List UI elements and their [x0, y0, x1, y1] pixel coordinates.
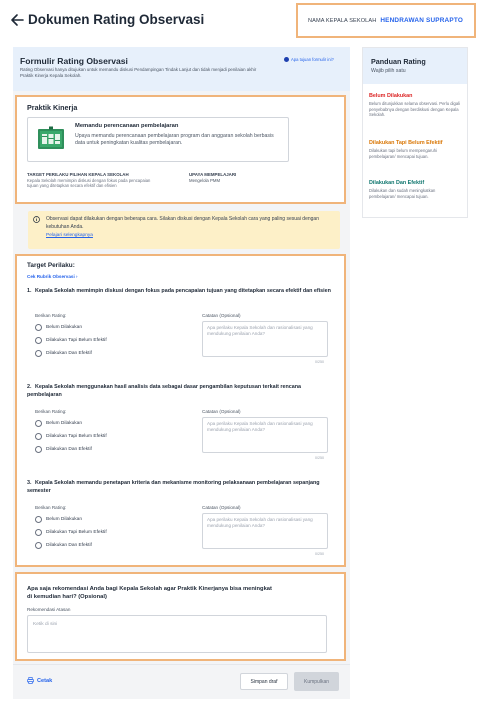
form-header [13, 47, 350, 91]
question-block [27, 384, 337, 481]
principal-label: NAMA KEPALA SEKOLAH [308, 17, 377, 24]
radio-button[interactable] [35, 337, 42, 344]
target-behavior-card [15, 254, 346, 567]
recommendation-question: Apa saja rekomendasi Anda bagi Kepala Sekolah agar Praktik Kinerjanya bisa meningkat di kemudian hari? (Opsional) [27, 586, 272, 600]
principal-info [296, 3, 476, 38]
recommendation-card [15, 572, 346, 661]
guide-item-description: Dilakukan dan sudah meningkatkan pembelajaran/ mencapai tujuan. [369, 188, 436, 199]
radio-button[interactable] [35, 433, 42, 440]
note-textarea[interactable] [202, 417, 328, 453]
target-behavior-title: Target Perilaku: [27, 262, 75, 269]
character-counter: 0/250 [315, 456, 324, 460]
info-icon [33, 216, 40, 223]
question-label: Kepala Sekolah memimpin diskusi dengan fokus pada pencapaian tujuan yang ditetapkan secara efektif dan efisien [35, 288, 331, 294]
page-title: Dokumen Rating Observasi [28, 12, 205, 27]
rating-option-label: Belum Dilakukan [46, 517, 82, 522]
recommendation-textarea[interactable] [27, 615, 327, 653]
question-text [27, 480, 333, 495]
question-block [27, 288, 337, 385]
rating-option-label: Dilakukan Dan Efektif [46, 351, 92, 356]
question-number: 2. [27, 384, 32, 390]
rating-option[interactable] [35, 337, 107, 344]
guide-header [363, 48, 467, 84]
rubric-link-label: Cek Rubrik Observasi [27, 274, 75, 279]
principal-name: HENDRAWAN SUPRAPTO [380, 17, 463, 24]
guide-item-title: Dilakukan Tapi Belum Efektif [369, 140, 443, 146]
target-behavior-value: Kepala Sekolah memimpin diskusi dengan fokus pada pencapaian tujuan yang ditetapkan secara efektif dan efisien [27, 178, 151, 189]
note-label: Catatan (Opsional) [202, 409, 241, 414]
rating-option[interactable] [35, 529, 107, 536]
note-textarea[interactable] [202, 513, 328, 549]
learning-effort-label: UPAYA MEMPELAJARI [189, 172, 237, 177]
rating-option[interactable] [35, 420, 82, 427]
practice-name: Memandu perencanaan pembelajaran [75, 123, 179, 129]
rating-option[interactable] [35, 433, 107, 440]
rating-option-label: Dilakukan Dan Efektif [46, 543, 92, 548]
question-block [27, 480, 337, 577]
note-placeholder: Apa perilaku Kepala Sekolah dan rasionalisasi yang mendukung penilaian Anda? [207, 325, 313, 337]
rating-option-label: Dilakukan Tapi Belum Efektif [46, 338, 107, 343]
rating-option-label: Dilakukan Tapi Belum Efektif [46, 434, 107, 439]
info-notice [28, 211, 340, 249]
question-label: Kepala Sekolah menggunakan hasil analisis data sebagai dasar pengambilan keputusan terkait rencana pembelajaran [27, 384, 302, 398]
rating-option-label: Belum Dilakukan [46, 325, 82, 330]
rating-label: Berikan Rating: [35, 409, 67, 414]
page-header [0, 0, 484, 42]
note-label: Catatan (Opsional) [202, 505, 241, 510]
learn-more-link[interactable]: Pelajari selengkapnya [46, 233, 93, 238]
rating-option-label: Dilakukan Tapi Belum Efektif [46, 530, 107, 535]
guide-item-title: Belum Dilakukan [369, 93, 413, 99]
character-counter: 0/250 [315, 552, 324, 556]
rating-option-label: Belum Dilakukan [46, 421, 82, 426]
rating-label: Berikan Rating: [35, 313, 67, 318]
note-textarea[interactable] [202, 321, 328, 357]
printer-icon [27, 677, 34, 684]
radio-button[interactable] [35, 446, 42, 453]
print-button[interactable] [27, 677, 52, 684]
question-text [27, 288, 333, 296]
radio-button[interactable] [35, 542, 42, 549]
guide-item-description: Dilakukan tapi belum mempengaruhi pembelajaran/ mencapai tujuan. [369, 148, 437, 159]
rating-option[interactable] [35, 324, 82, 331]
rating-label: Berikan Rating: [35, 505, 67, 510]
print-label: Cetak [37, 677, 53, 684]
question-number: 1. [27, 288, 32, 294]
planning-board-icon [37, 126, 65, 152]
question-text [27, 384, 333, 399]
radio-button[interactable] [35, 324, 42, 331]
practice-description: Upaya memandu perencanaan pembelajaran program dan anggaran sekolah berbasis data untuk peningkatan kualitas pembelajaran. [75, 133, 274, 146]
character-counter: 0/250 [315, 360, 324, 364]
recommendation-label: Rekomendasi Atasan [27, 607, 71, 612]
guide-title: Panduan Rating [371, 57, 426, 66]
rating-option-label: Dilakukan Dan Efektif [46, 447, 92, 452]
rating-guide-panel [362, 47, 468, 218]
practice-box [27, 117, 289, 162]
notice-text: Observasi dapat dilakukan dengan beberapa cara. Silakan diskusi dengan Kepala Sekolah cara yang paling sesuai dengan kebutuhan Anda. [46, 216, 319, 230]
guide-item-title: Dilakukan Dan Efektif [369, 180, 425, 186]
form-description: Rating Observasi hanya ditujukan untuk memandu diskusi Pendampingan Tindak Lanjut dan tidak menjadi penilaian akhir Praktik Kinerja Kepala Sekolah. [20, 67, 257, 78]
radio-button[interactable] [35, 350, 42, 357]
form-title: Formulir Rating Observasi [20, 56, 128, 66]
submit-button[interactable]: Kumpulkan [294, 672, 339, 691]
note-label: Catatan (Opsional) [202, 313, 241, 318]
question-number: 3. [27, 480, 32, 486]
help-link[interactable] [284, 57, 334, 62]
form-panel [13, 47, 350, 699]
rating-option[interactable] [35, 516, 82, 523]
form-footer [13, 664, 350, 699]
guide-item-not-effective [369, 140, 463, 159]
rating-option[interactable] [35, 350, 92, 357]
radio-button[interactable] [35, 529, 42, 536]
rating-option[interactable] [35, 446, 92, 453]
note-placeholder: Apa perilaku Kepala Sekolah dan rasionalisasi yang mendukung penilaian Anda? [207, 421, 313, 433]
practice-section-title: Praktik Kinerja [27, 103, 78, 112]
guide-item-not-done [369, 93, 463, 118]
guide-item-description: Belum ditunjukkan selama observasi. Perlu digali penyebabnya dengan berdiskusi dengan Kepala Sekolah. [369, 101, 461, 118]
practice-card [15, 95, 346, 204]
guide-item-effective [369, 180, 463, 199]
rubric-link[interactable]: Cek Rubrik Observasi › [27, 274, 78, 279]
learning-effort-value: Mengelola PMM [189, 178, 221, 183]
radio-button[interactable] [35, 420, 42, 427]
save-draft-button[interactable]: Simpan draf [240, 673, 288, 690]
target-behavior-label: TARGET PERILAKU PILIHAN KEPALA SEKOLAH [27, 172, 129, 177]
radio-button[interactable] [35, 516, 42, 523]
rating-option[interactable] [35, 542, 92, 549]
back-arrow-icon[interactable] [10, 12, 24, 28]
question-label: Kepala Sekolah memandu penetapan kriteria dan mekanisme monitoring pelaksanaan pembelajaran sepanjang semester [27, 480, 320, 494]
note-placeholder: Apa perilaku Kepala Sekolah dan rasionalisasi yang mendukung penilaian Anda? [207, 517, 313, 529]
recommendation-placeholder: Ketik di sini [33, 622, 58, 627]
help-link-label: Apa tujuan formulir ini? [291, 57, 334, 62]
guide-subtitle: Wajib pilih satu [371, 68, 406, 74]
help-icon [284, 57, 289, 62]
